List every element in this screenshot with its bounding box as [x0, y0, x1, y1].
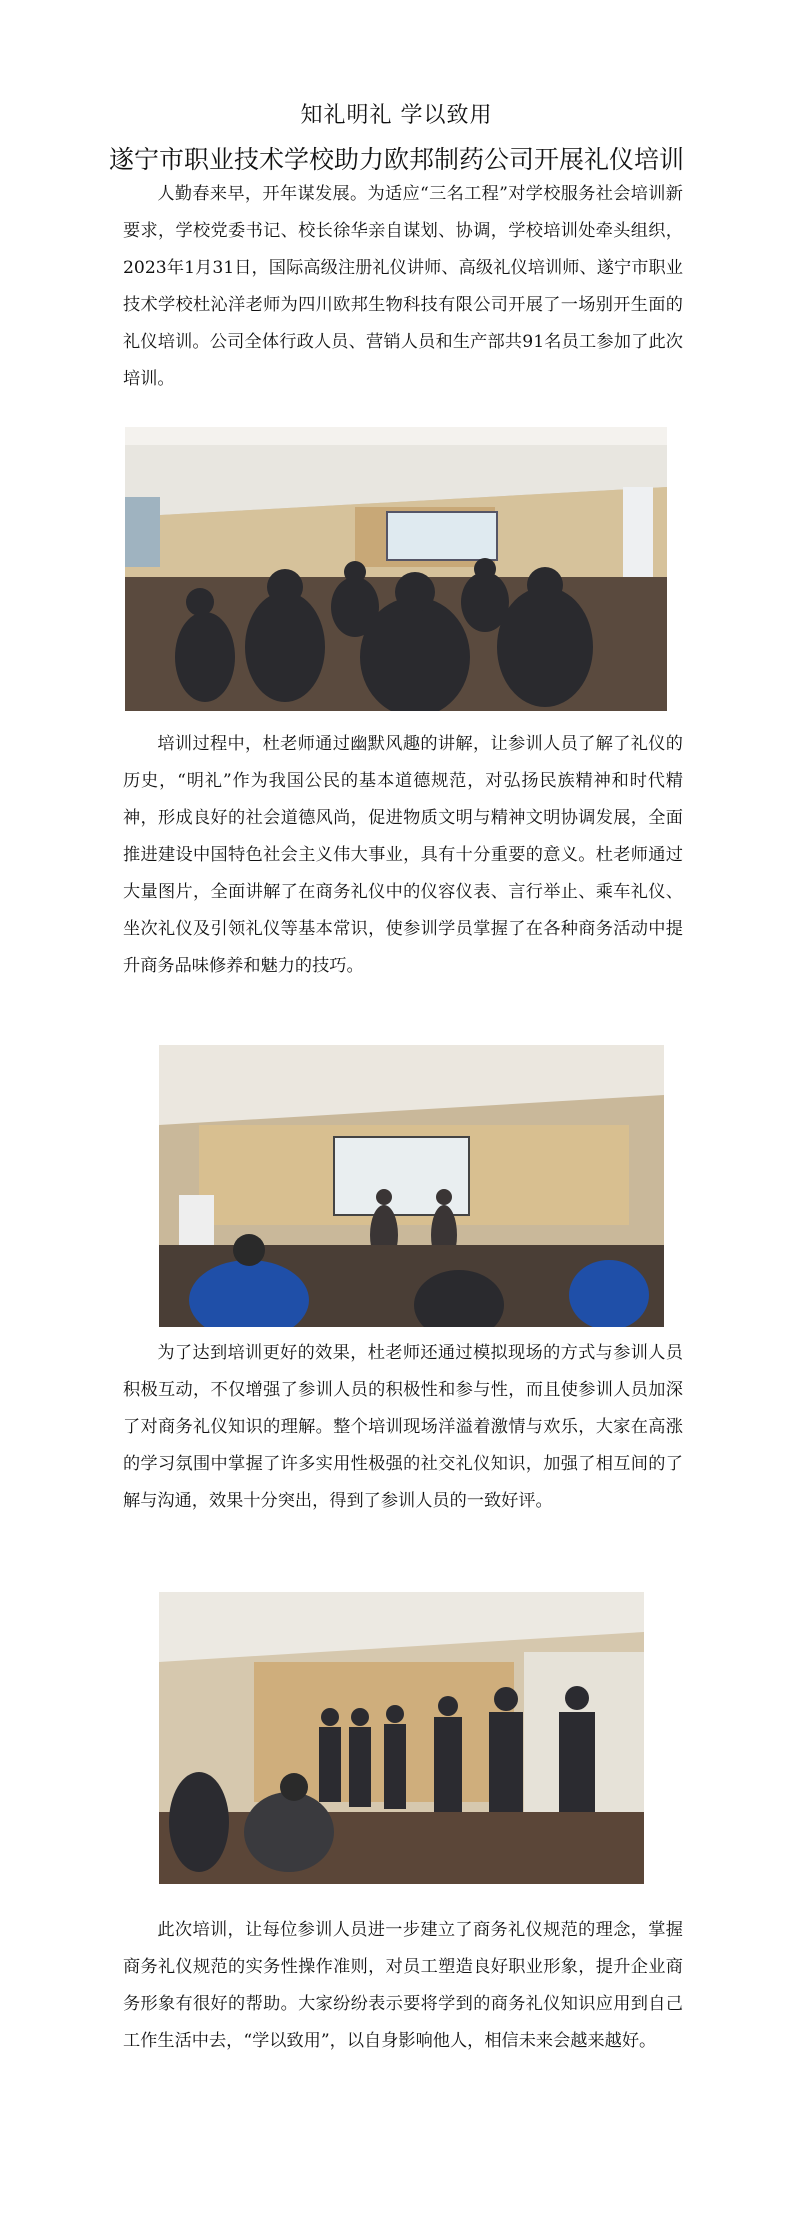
trainer-presentation-photo	[159, 1045, 664, 1327]
training-room-audience-photo	[125, 427, 667, 711]
article-title: 知礼明礼 学以致用	[300, 103, 493, 128]
paragraph-interaction: 为了达到培训更好的效果，杜老师还通过模拟现场的方式与参训人员积极互动，不仅增强了参训人员的积极性和参与性，而且使参训人员加深了对商务礼仪知识的理解。整个培训现场洋溢着激情与欢乐，大家在高涨的学习氛围中掌握了许多实用性极强的社交礼仪知识，加强了相互间的了解与沟通，效果十分突出，得到了参训人员的一致好评。	[123, 1343, 683, 1511]
article-subtitle: 遂宁市职业技术学校助力欧邦制药公司开展礼仪培训	[108, 145, 684, 174]
paragraph-conclusion: 此次培训，让每位参训人员进一步建立了商务礼仪规范的理念，掌握商务礼仪规范的实务性操作准则，对员工塑造良好职业形象，提升企业商务形象有很好的帮助。大家纷纷表示要将学到的商务礼仪知识应用到自己工作生活中去，“学以致用”，以自身影响他人，相信未来会越来越好。	[123, 1920, 683, 2051]
paragraph-process: 培训过程中，杜老师通过幽默风趣的讲解，让参训人员了解了礼仪的历史，“明礼”作为我国公民的基本道德规范，对弘扬民族精神和时代精神，形成良好的社会道德风尚，促进物质文明与精神文明协调发展，全面推进建设中国特色社会主义伟大事业，具有十分重要的意义。杜老师通过大量图片，全面讲解了在商务礼仪中的仪容仪表、言行举止、乘车礼仪、坐次礼仪及引领礼仪等基本常识，使参训学员掌握了在各种商务活动中提升商务品味修养和魅力的技巧。	[123, 734, 683, 976]
interactive-demo-photo	[159, 1592, 644, 1884]
paragraph-intro: 人勤春来早，开年谋发展。为适应“三名工程”对学校服务社会培训新要求，学校党委书记、校长徐华亲自谋划、协调，学校培训处牵头组织，2023年1月31日，国际高级注册礼仪讲师、高级礼仪培训师、遂宁市职业技术学校杜沁洋老师为四川欧邦生物科技有限公司开展了一场别开生面的礼仪培训。公司全体行政人员、营销人员和生产部共91名员工参加了此次培训。	[123, 184, 683, 389]
